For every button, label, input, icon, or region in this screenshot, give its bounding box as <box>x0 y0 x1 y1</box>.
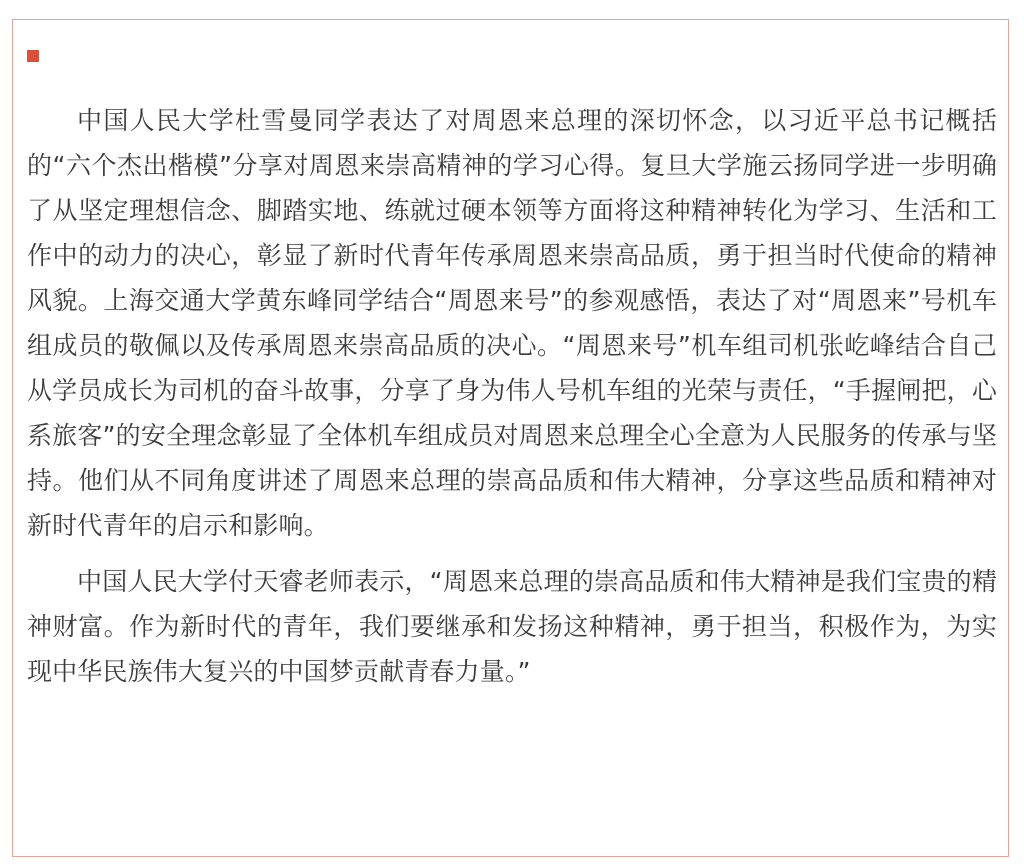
article-paragraph-2: 中国人民大学付天睿老师表示，“周恩来总理的崇高品质和伟大精神是我们宝贵的精神财富。作为新时代的青年，我们要继承和发扬这种精神，勇于担当，积极作为，为实现中华民族伟大复兴的中国梦贡献青春力量。” <box>27 567 997 686</box>
article-frame <box>12 19 1009 857</box>
article-paragraph-1: 中国人民大学杜雪曼同学表达了对周恩来总理的深切怀念，以习近平总书记概括的“六个杰出楷模”分享对周恩来崇高精神的学习心得。复旦大学施云扬同学进一步明确了从坚定理想信念、脚踏实地、练就过硬本领等方面将这种精神转化为学习、生活和工作中的动力的决心，彰显了新时代青年传承周恩来崇高品质，勇于担当时代使命的精神风貌。上海交通大学黄东峰同学结合“周恩来号”的参观感悟，表达了对“周恩来”号机车组成员的敬佩以及传承周恩来崇高品质的决心。“周恩来号”机车组司机张屹峰结合自己从学员成长为司机的奋斗故事，分享了身为伟人号机车组的光荣与责任，“手握闸把，心系旅客”的安全理念彰显了全体机车组成员对周恩来总理全心全意为人民服务的传承与坚持。他们从不同角度讲述了周恩来总理的崇高品质和伟大精神，分享这些品质和精神对新时代青年的启示和影响。 <box>27 106 997 540</box>
section-marker-icon <box>27 50 39 62</box>
article-body <box>27 98 997 705</box>
